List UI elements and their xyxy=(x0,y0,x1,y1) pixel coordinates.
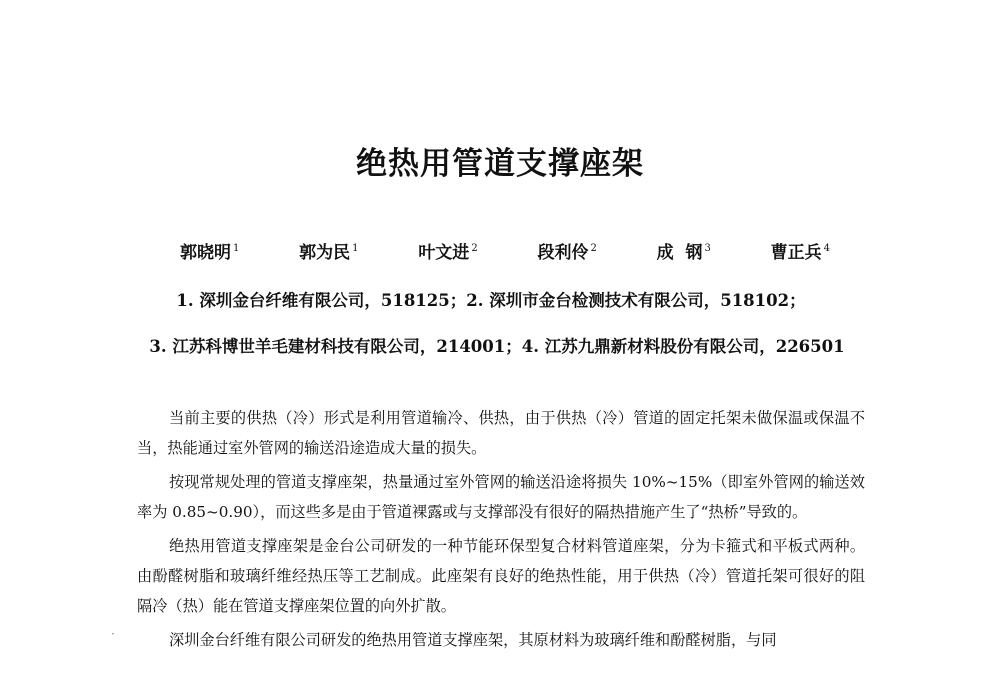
affiliation-line: 1. 深圳金台纤维有限公司，518125；2. 深圳市金台检测技术有限公司，518102； xyxy=(176,291,806,310)
author-affiliation-mark: 3 xyxy=(704,243,711,255)
author-name: 叶文进 xyxy=(418,243,470,263)
scan-artifact: · xyxy=(111,627,115,641)
affiliation-line: 3. 江苏科博世羊毛建材科技有限公司，214001；4. 江苏九鼎新材料股份有限公司，226501 xyxy=(149,337,845,356)
author xyxy=(771,242,830,264)
author-affiliation-mark: 2 xyxy=(590,243,597,255)
author xyxy=(180,242,239,264)
paragraph: 当前主要的供热（冷）形式是利用管道输冷、供热，由于供热（冷）管道的固定托架未做保温或保温不当，热能通过室外管网的输送沿途造成大量的损失。 xyxy=(137,409,865,457)
author-name: 郭为民 xyxy=(299,243,351,263)
author xyxy=(299,242,358,264)
author-name: 曹正兵 xyxy=(770,243,822,263)
author-name: 郭晓明 xyxy=(180,243,231,263)
paragraph: 绝热用管道支撑座架是金台公司研发的一种节能环保型复合材料管道座架，分为卡箍式和平板式两种。由酚醛树脂和玻璃纤维经热压等工艺制成。此座架有良好的绝热性能，用于供热（冷）管道托架可很好的阻隔冷（热）能在管道支撑座架位置的向外扩散。 xyxy=(137,537,865,615)
author xyxy=(418,242,477,264)
author xyxy=(537,242,596,264)
paper-title: 绝热用管道支撑座架 xyxy=(356,146,644,182)
author-affiliation-mark: 2 xyxy=(471,243,478,255)
author-name: 成 钢 xyxy=(656,243,703,263)
author-affiliation-mark: 1 xyxy=(233,243,240,255)
paragraph: 按现常规处理的管道支撑座架，热量通过室外管网的输送沿途将损失 10%~15%（即室外管网的输送效率为 0.85~0.90），而这些多是由于管道裸露或与支撑部没有很好的隔热措施产生了“热桥”导致的。 xyxy=(137,473,865,521)
author-name: 段利伶 xyxy=(537,243,589,263)
author-affiliation-mark: 1 xyxy=(352,243,359,255)
author-affiliation-mark: 4 xyxy=(823,243,830,255)
author-list xyxy=(180,242,830,264)
author xyxy=(657,242,711,264)
body-text xyxy=(137,403,865,659)
paragraph: 深圳金台纤维有限公司研发的绝热用管道支撑座架，其原材料为玻璃纤维和酚醛树脂，与同 xyxy=(169,631,777,649)
